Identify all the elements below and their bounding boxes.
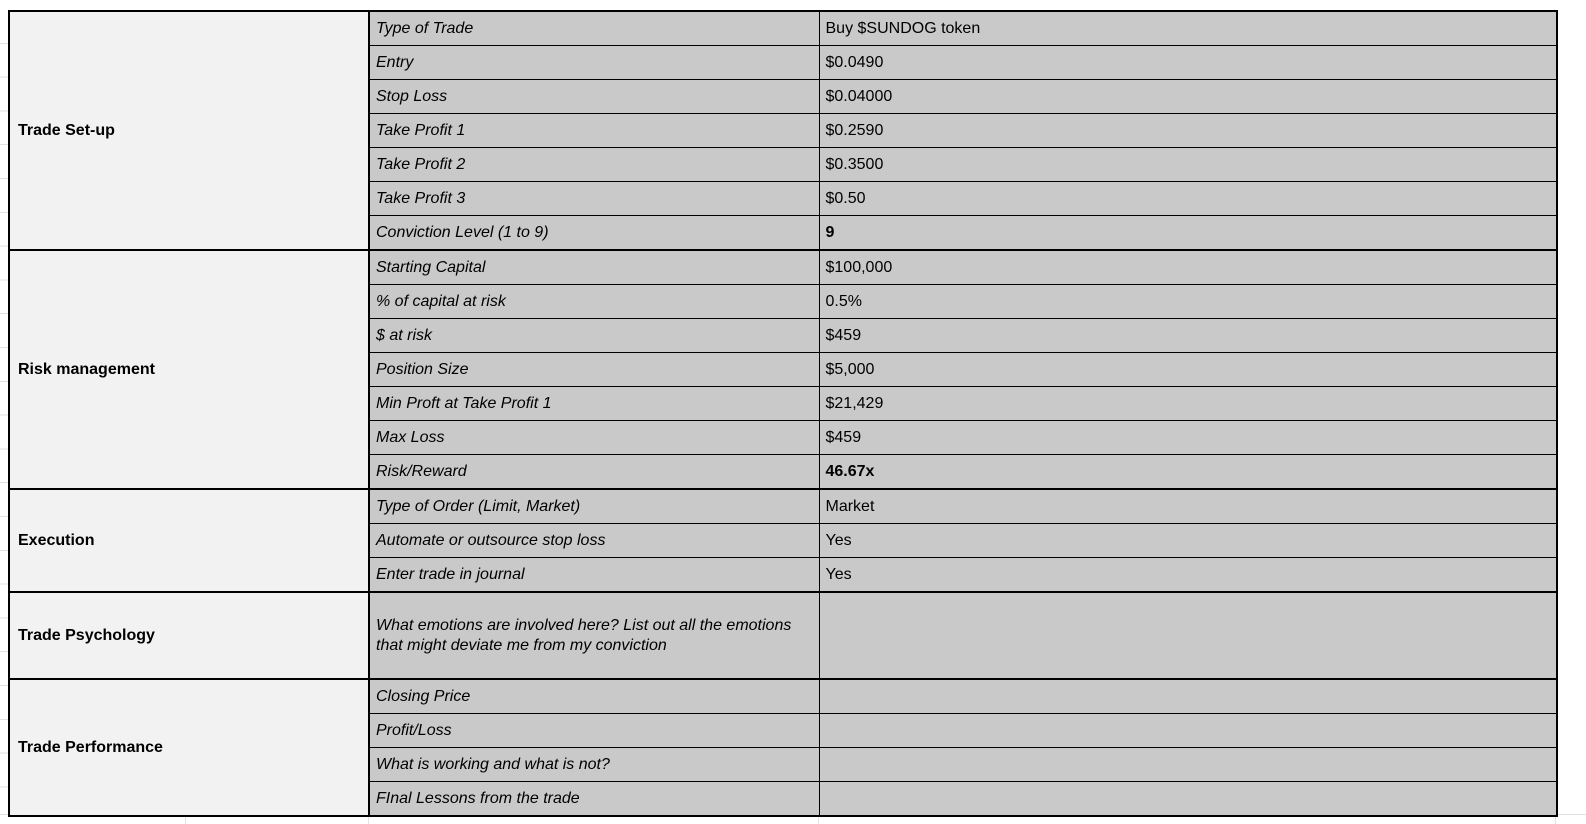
table-row xyxy=(9,592,1557,679)
field-value-cell[interactable]: $0.50 xyxy=(819,182,1557,216)
field-value-cell[interactable]: Market xyxy=(819,489,1557,524)
field-label-cell[interactable]: Max Loss xyxy=(369,421,819,455)
field-label-cell[interactable]: Take Profit 1 xyxy=(369,114,819,148)
field-label-cell[interactable]: Conviction Level (1 to 9) xyxy=(369,216,819,251)
field-label-cell[interactable]: Entry xyxy=(369,46,819,80)
field-value-cell[interactable]: $0.3500 xyxy=(819,148,1557,182)
field-value-cell[interactable]: $459 xyxy=(819,421,1557,455)
field-label-cell[interactable]: What is working and what is not? xyxy=(369,748,819,782)
field-label-cell[interactable]: Type of Order (Limit, Market) xyxy=(369,489,819,524)
section-label-cell[interactable]: Trade Psychology xyxy=(9,592,369,679)
field-label-cell[interactable]: Closing Price xyxy=(369,679,819,714)
field-value-cell[interactable] xyxy=(819,782,1557,817)
field-label-cell[interactable]: Automate or outsource stop loss xyxy=(369,524,819,558)
section-label-cell[interactable]: Trade Set-up xyxy=(9,11,369,250)
table-row xyxy=(9,489,1557,524)
field-label-cell[interactable]: Enter trade in journal xyxy=(369,558,819,593)
field-value-cell[interactable] xyxy=(819,714,1557,748)
field-value-cell[interactable]: $459 xyxy=(819,319,1557,353)
field-value-cell[interactable]: $0.0490 xyxy=(819,46,1557,80)
table-row xyxy=(9,250,1557,285)
field-label-cell[interactable]: $ at risk xyxy=(369,319,819,353)
field-label-cell[interactable]: What emotions are involved here? List out all the emotions that might deviate me from my conviction xyxy=(369,592,819,679)
field-label-cell[interactable]: Take Profit 3 xyxy=(369,182,819,216)
field-value-cell[interactable] xyxy=(819,592,1557,679)
field-label-cell[interactable]: Profit/Loss xyxy=(369,714,819,748)
field-value-cell[interactable] xyxy=(819,748,1557,782)
field-value-cell[interactable]: 0.5% xyxy=(819,285,1557,319)
field-label-cell[interactable]: Min Proft at Take Profit 1 xyxy=(369,387,819,421)
field-label-cell[interactable]: FInal Lessons from the trade xyxy=(369,782,819,817)
field-label-cell[interactable]: Risk/Reward xyxy=(369,455,819,490)
field-value-cell[interactable]: $21,429 xyxy=(819,387,1557,421)
sheet-gridlines-left xyxy=(0,10,8,800)
field-label-cell[interactable]: Starting Capital xyxy=(369,250,819,285)
section-label-cell[interactable]: Risk management xyxy=(9,250,369,489)
field-label-cell[interactable]: Stop Loss xyxy=(369,80,819,114)
field-value-cell[interactable]: Yes xyxy=(819,558,1557,593)
field-value-cell[interactable]: 9 xyxy=(819,216,1557,251)
field-label-cell[interactable]: Take Profit 2 xyxy=(369,148,819,182)
field-value-cell[interactable] xyxy=(819,679,1557,714)
section-label-cell[interactable]: Execution xyxy=(9,489,369,592)
field-value-cell[interactable]: 46.67x xyxy=(819,455,1557,490)
field-value-cell[interactable]: $100,000 xyxy=(819,250,1557,285)
trade-journal-table xyxy=(8,10,1558,817)
section-label-cell[interactable]: Trade Performance xyxy=(9,679,369,816)
table-row xyxy=(9,679,1557,714)
field-value-cell[interactable]: $0.04000 xyxy=(819,80,1557,114)
field-label-cell[interactable]: % of capital at risk xyxy=(369,285,819,319)
field-label-cell[interactable]: Position Size xyxy=(369,353,819,387)
field-value-cell[interactable]: Buy $SUNDOG token xyxy=(819,11,1557,46)
field-value-cell[interactable]: $5,000 xyxy=(819,353,1557,387)
field-label-cell[interactable]: Type of Trade xyxy=(369,11,819,46)
field-value-cell[interactable]: $0.2590 xyxy=(819,114,1557,148)
field-value-cell[interactable]: Yes xyxy=(819,524,1557,558)
table-row xyxy=(9,11,1557,46)
